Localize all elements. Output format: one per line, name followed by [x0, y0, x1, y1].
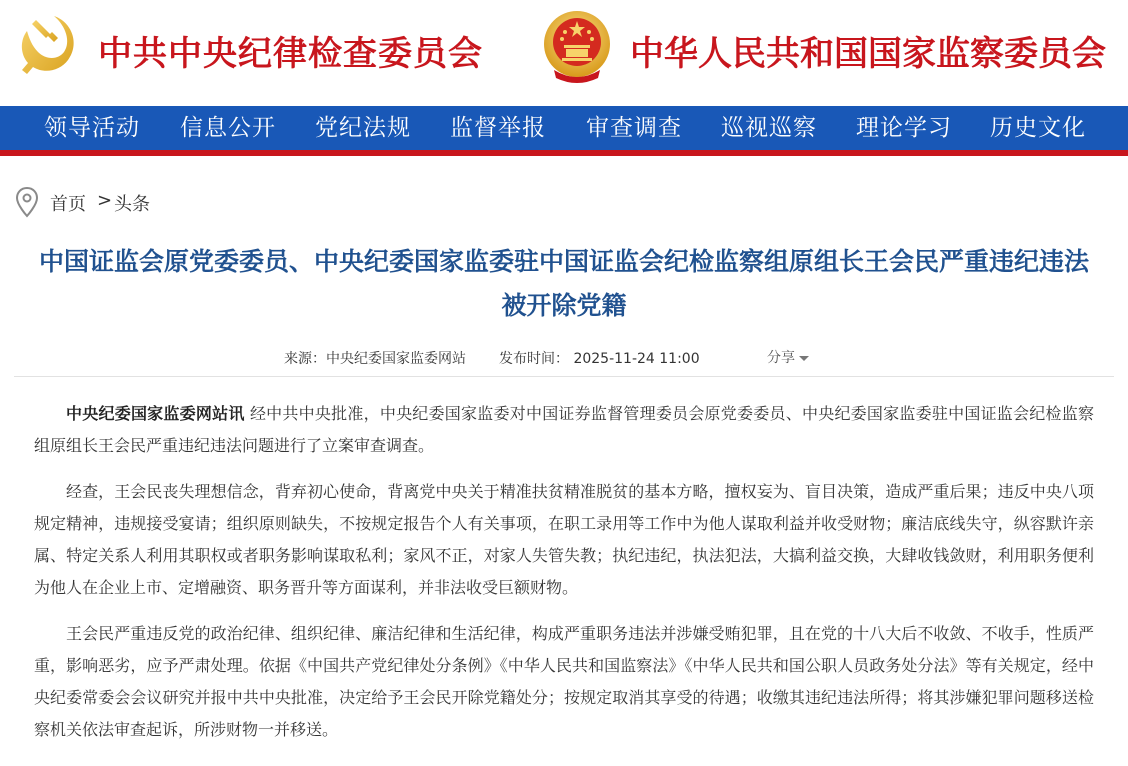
party-emblem-icon: [14, 10, 84, 80]
article-title: [0, 240, 1128, 328]
meta-divider: [14, 376, 1114, 377]
article-paragraph: [34, 398, 1094, 462]
nav-item-information[interactable]: 信息公开: [180, 115, 276, 141]
nav-item-leadership[interactable]: 领导活动: [44, 115, 140, 141]
breadcrumb-home-link[interactable]: 首页: [50, 194, 86, 215]
article-paragraph: 王会民严重违反党的政治纪律、组织纪律、廉洁纪律和生活纪律，构成严重职务违法并涉嫌受贿犯罪，且在党的十八大后不收敛、不收手，性质严重，影响恶劣，应予严肃处理。依据《中国共产党纪律处分条例》《中华人民共和国监察法》《中华人民共和国公职人员政务处分法》等有关规定，经中央纪委常委会会议研究并报中共中央批准，决定给予王会民开除党籍处分；按规定取消其享受的待遇；收缴其违纪违法所得；将其涉嫌犯罪问题移送检察机关依法审查起诉，所涉财物一并移送。: [34, 624, 1094, 739]
nav-red-stripe: [0, 150, 1128, 156]
lead-source: 中央纪委国家监委网站讯: [66, 404, 245, 423]
breadcrumb-current-link[interactable]: 头条: [114, 194, 150, 215]
article-body: [34, 398, 1094, 760]
cpc-commission-title: 中共中央纪律检查委员会: [98, 34, 483, 74]
national-emblem-icon: [542, 8, 612, 84]
article-paragraph: 经查，王会民丧失理想信念，背弃初心使命，背离党中央关于精准扶贫精准脱贫的基本方略，擅权妄为、盲目决策，造成严重后果；违反中央八项规定精神，违规接受宴请；组织原则缺失，不按规定报告个人有关事项，在职工录用等工作中为他人谋取利益并收受财物；廉洁底线失守，纵容默许亲属、特定关系人利用其职权或者职务影响谋取私利；家风不正，对家人失管失教；执纪违纪，执法犯法，大搞利益交换，大肆收钱敛财，利用职务便利为他人在企业上市、定增融资、职务晋升等方面谋利，并非法收受巨额财物。: [34, 482, 1094, 597]
state-commission-title: 中华人民共和国国家监察委员会: [630, 34, 1106, 74]
article-title-line2: 被开除党籍: [501, 291, 627, 320]
nav-item-regulations[interactable]: 党纪法规: [315, 115, 411, 141]
main-navigation: [0, 106, 1128, 150]
article-source: 来源：中央纪委国家监委网站: [284, 351, 466, 367]
chevron-down-icon: [799, 356, 809, 361]
nav-item-theory[interactable]: 理论学习: [856, 115, 952, 141]
breadcrumb-separator: >: [97, 190, 113, 211]
article-title-line1: 中国证监会原党委委员、中央纪委国家监委驻中国证监会纪检监察组原组长王会民严重违纪违法: [38, 247, 1089, 276]
paragraph-text: 经中共中央批准，中央纪委国家监委对中国证券监督管理委员会原党委委员、中央纪委国家监委驻中国证监会纪检监察组原组长王会民严重违纪违法问题进行了立案审查调查。: [34, 404, 1094, 455]
nav-item-reporting[interactable]: 监督举报: [450, 115, 546, 141]
article-publish-time: 发布时间： 2025-11-24 11:00: [499, 351, 700, 367]
nav-item-history[interactable]: 历史文化: [990, 115, 1086, 141]
site-header: [0, 0, 1128, 106]
nav-item-inspection[interactable]: 巡视巡察: [721, 115, 817, 141]
share-button[interactable]: [767, 347, 809, 367]
share-label: 分享: [767, 350, 795, 366]
nav-item-investigation[interactable]: 审查调查: [586, 115, 682, 141]
location-pin-icon: [14, 186, 40, 218]
